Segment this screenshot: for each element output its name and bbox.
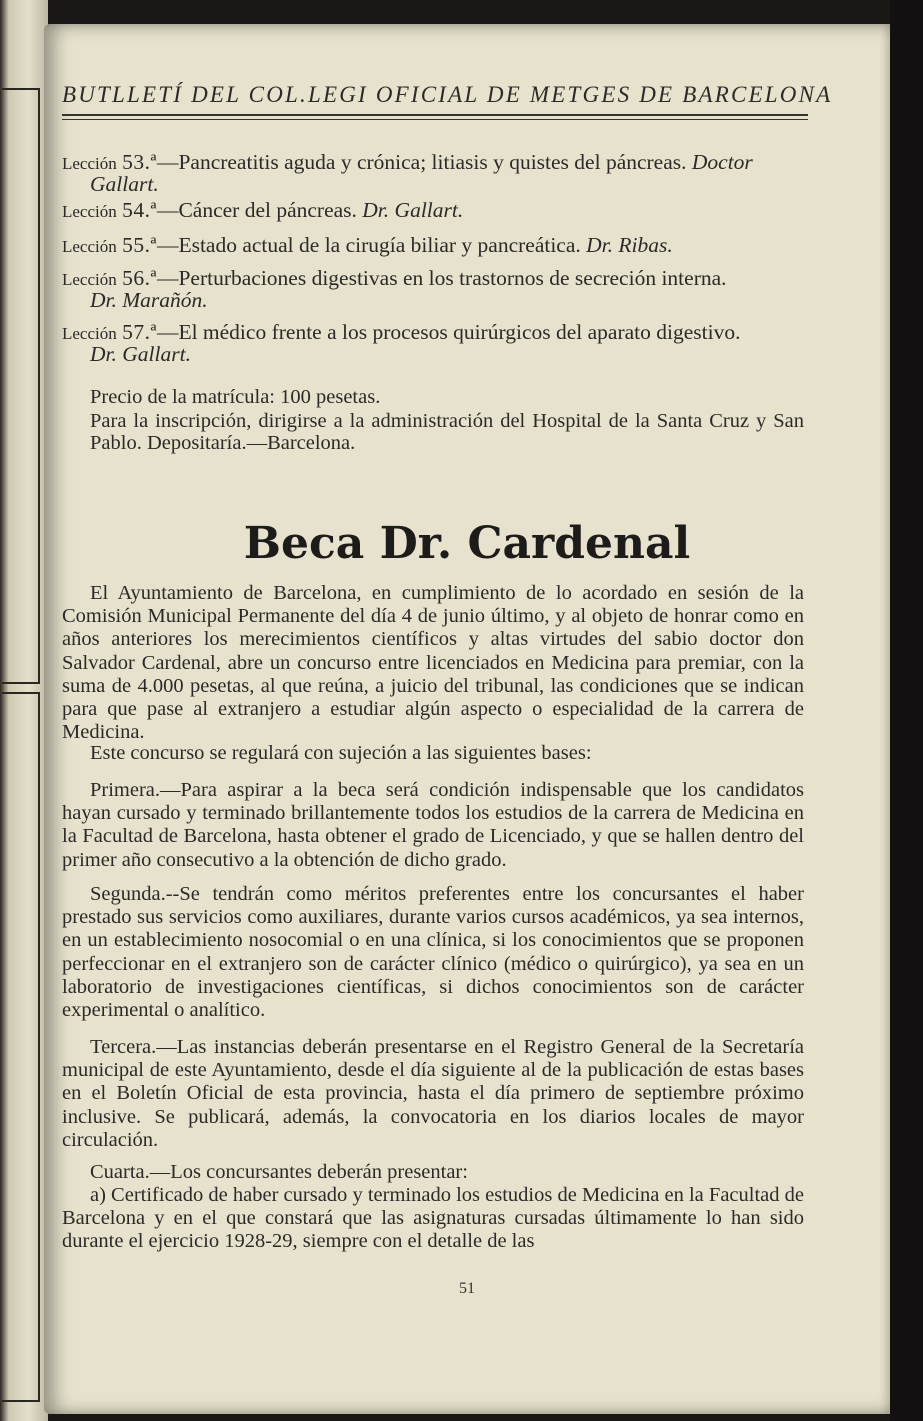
- lesson-53: [62, 152, 822, 195]
- lesson-prefix: Lección: [62, 324, 117, 343]
- lesson-prefix: Lección: [62, 270, 117, 289]
- lesson-57: [62, 322, 822, 365]
- lesson-text: —Pancreatitis aguda y crónica; litiasis y quistes del páncreas.: [156, 150, 687, 174]
- lesson-prefix: Lección: [62, 154, 117, 173]
- lesson-number: 56.ª: [122, 266, 157, 290]
- lesson-text: —El médico frente a los procesos quirúrgicos del aparato digestivo.: [156, 320, 741, 344]
- lesson-author-line: Dr. Gallart.: [90, 342, 191, 366]
- enrollment-price: Precio de la matrícula: 100 pesetas.: [90, 386, 381, 408]
- previous-page-frame-bottom: [2, 692, 40, 1402]
- base-primera: Primera.—Para aspirar a la beca será condición indispensable que los candidatos hayan cursado y terminado brillantemente todos los estudios de la carrera de Medicina en la Facultad de Barcelona, hasta obtener el grado de Licenciado, y que se hallen dentro del primer año consecutivo a la obtención de dicho grado.: [62, 779, 804, 871]
- lesson-56: [62, 268, 822, 311]
- lesson-55: [62, 235, 822, 257]
- header-rule-thick: [62, 114, 808, 116]
- base-cuarta: Cuarta.—Los concursantes deberán presentar:: [90, 1161, 468, 1183]
- lesson-text: —Estado actual de la cirugía biliar y pancreática.: [156, 233, 581, 257]
- previous-page-frame-top: [2, 88, 40, 684]
- lesson-author-line: Gallart.: [90, 172, 159, 196]
- intro-paragraph: El Ayuntamiento de Barcelona, en cumplimiento de lo acordado en sesión de la Comisión Municipal Permanente del día 4 de junio último, y al objeto de honrar como en años anteriores los merecimientos científicos y altas virtudes del sabio doctor don Salvador Cardenal, abre un concurso entre licenciados en Medicina para premiar, con la suma de 4.000 pesetas, al que reúna, a juicio del tribunal, las condiciones que se indican para que pase al extranjero a estudiar algún aspecto o especialidad de la carrera de Medicina.: [62, 582, 804, 744]
- lesson-text: —Cáncer del páncreas.: [156, 198, 357, 222]
- running-header: BUTLLETÍ DEL COL.LEGI OFICIAL DE METGES DE BARCELONA: [62, 82, 833, 107]
- lesson-number: 55.ª: [122, 233, 157, 257]
- base-segunda: Segunda.--Se tendrán como méritos preferentes entre los concursantes el haber prestado sus servicios como auxiliares, durante varios cursos académicos, ya sea internos, en un establecimiento nosocomial o en una clínica, si los conocimientos que se proponen perfeccionar en el extranjero son de carácter clínico (médico o quirúrgico), ya sea en un laboratorio de investigaciones científicas, si dichos conocimientos son de carácter experimental o analítico.: [62, 883, 804, 1022]
- lesson-number: 54.ª: [122, 198, 157, 222]
- previous-page-edge: [0, 0, 48, 1421]
- header-rule-thin: [62, 119, 808, 120]
- lesson-author: Dr. Ribas.: [586, 233, 673, 257]
- document-page: [44, 24, 890, 1414]
- lesson-54: [62, 200, 822, 222]
- lesson-text: —Perturbaciones digestivas en los trastornos de secreción interna.: [156, 266, 727, 290]
- lesson-number: 53.ª: [122, 150, 157, 174]
- page-number: 51: [459, 1280, 475, 1297]
- lesson-author: Dr. Gallart.: [362, 198, 464, 222]
- section-title: Beca Dr. Cardenal: [243, 518, 691, 569]
- lesson-number: 57.ª: [122, 320, 157, 344]
- lesson-author: Doctor: [691, 150, 753, 174]
- enrollment-inscription: Para la inscripción, dirigirse a la administración del Hospital de la Santa Cruz y San Pablo. Depositaría.—Barcelona.: [90, 410, 804, 454]
- base-tercera: Tercera.—Las instancias deberán presentarse en el Registro General de la Secretaría municipal de este Ayuntamiento, desde el día siguiente al de la publicación de estas bases en el Boletín Oficial de esta provincia, hasta el día primero de septiembre próximo inclusive. Se publicará, además, la convocatoria en los diarios locales de mayor circulación.: [62, 1036, 804, 1151]
- lesson-prefix: Lección: [62, 237, 117, 256]
- lesson-prefix: Lección: [62, 202, 117, 221]
- lesson-author-line: Dr. Marañón.: [90, 288, 208, 312]
- bases-intro: Este concurso se regulará con sujeción a las siguientes bases:: [90, 742, 592, 764]
- scan-background-edge: [890, 0, 923, 1421]
- base-cuarta-a: a) Certificado de haber cursado y terminado los estudios de Medicina en la Facultad de Barcelona y en el que constará que las asignaturas cursadas últimamente lo han sido durante el ejercicio 1928-29, siempre con el detalle de las: [62, 1184, 804, 1253]
